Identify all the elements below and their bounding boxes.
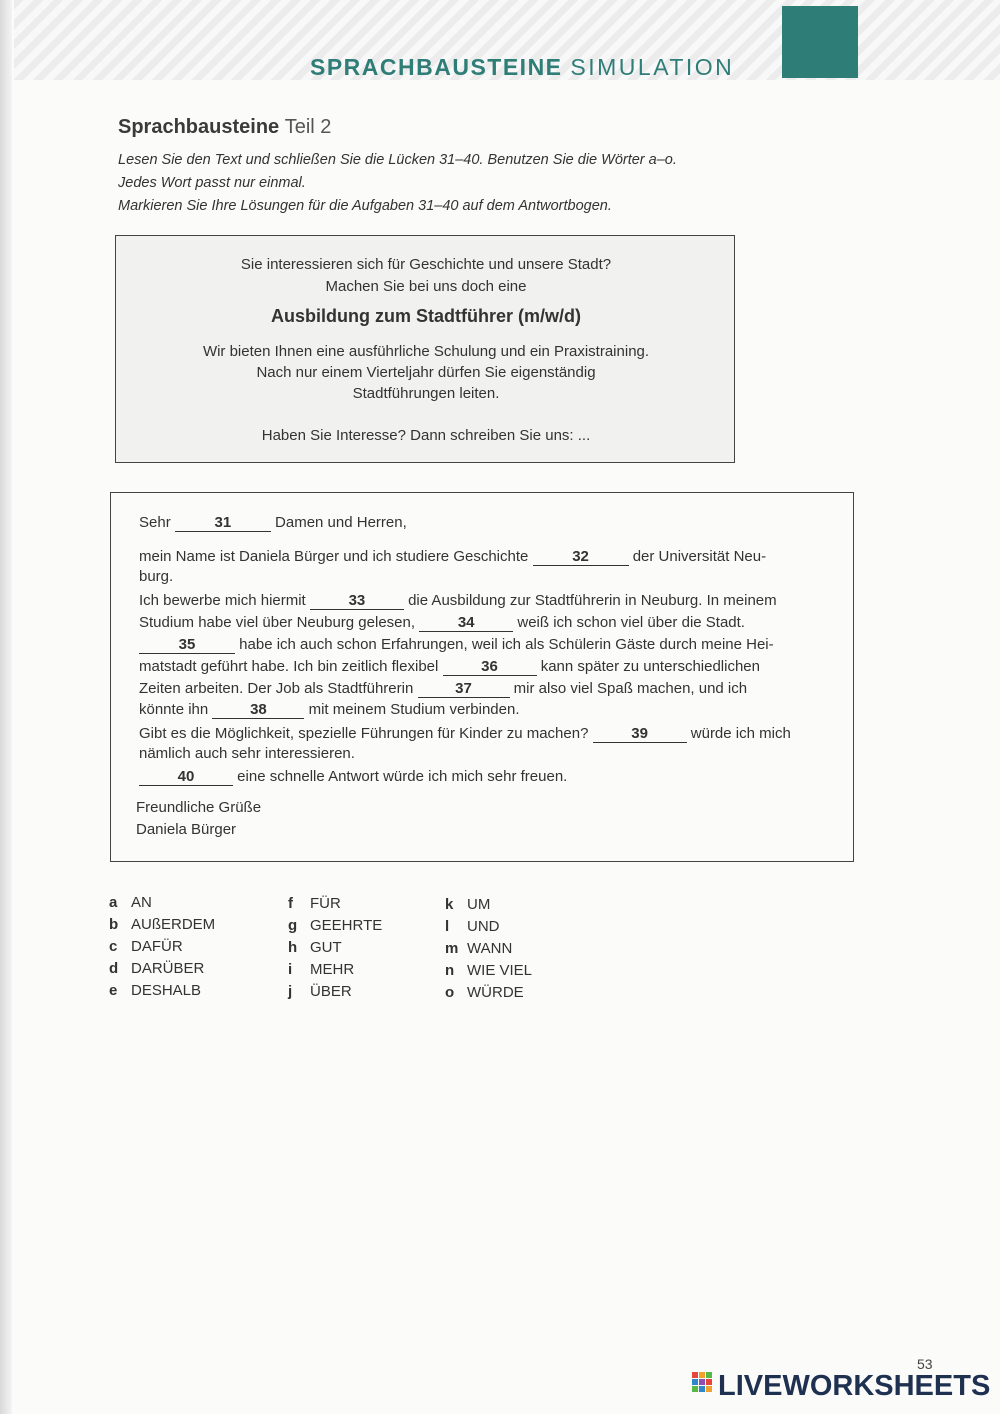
ad-text: Nach nur einem Vierteljahr dürfen Sie eigenständig xyxy=(256,364,596,381)
option-word: ÜBER xyxy=(310,983,352,1000)
letter-text: Ich bewerbe mich hiermit xyxy=(139,592,306,609)
letter-line xyxy=(139,548,766,566)
option-letter: k xyxy=(445,896,454,913)
letter-text: Gibt es die Möglichkeit, spezielle Führungen für Kinder zu machen? xyxy=(139,725,589,742)
option-word: FÜR xyxy=(310,895,341,912)
binding-edge xyxy=(0,0,12,1414)
option-letter: e xyxy=(109,982,118,999)
letter-text: Sehr xyxy=(139,514,171,531)
gap-35[interactable]: 35 xyxy=(139,636,235,654)
option-word: WANN xyxy=(467,940,513,957)
option-item xyxy=(288,917,382,934)
letter-line xyxy=(139,680,747,698)
page-number: 53 xyxy=(917,1356,933,1372)
letter-text: Zeiten arbeiten. Der Job als Stadtführerin xyxy=(139,680,414,697)
letter-signature: Daniela Bürger xyxy=(136,821,237,838)
gap-36[interactable]: 36 xyxy=(443,658,537,676)
liveworksheets-logo-icon xyxy=(692,1372,714,1398)
section-title-bold: Sprachbausteine xyxy=(118,116,280,138)
option-letter: g xyxy=(288,917,298,934)
option-word: MEHR xyxy=(310,961,355,978)
ad-text: Sie interessieren sich für Geschichte und unsere Stadt? xyxy=(240,256,612,273)
option-word: AN xyxy=(131,894,152,911)
letter-text: habe ich auch schon Erfahrungen, weil ich als Schülerin Gäste durch meine Hei- xyxy=(239,636,774,653)
option-letter: n xyxy=(445,962,455,979)
option-letter: c xyxy=(109,938,118,955)
option-letter: o xyxy=(445,984,455,1001)
option-letter: j xyxy=(288,983,293,1000)
option-letter: l xyxy=(445,918,450,935)
option-item xyxy=(109,938,183,955)
option-word: UND xyxy=(467,918,500,935)
ad-text: Wir bieten Ihnen eine ausführliche Schulung und ein Praxistraining. xyxy=(202,343,650,360)
option-word: DESHALB xyxy=(131,982,202,999)
ad-headline: Ausbildung zum Stadtführer (m/w/d) xyxy=(271,306,581,326)
letter-text: mir also viel Spaß machen, und ich xyxy=(513,680,748,697)
letter-text: Studium habe viel über Neuburg gelesen, xyxy=(139,614,416,631)
ad-text: Stadtführungen leiten. xyxy=(352,385,500,402)
section-title-rest: Teil 2 xyxy=(284,116,332,138)
gap-33[interactable]: 33 xyxy=(310,592,404,610)
instruction-line: Jedes Wort passt nur einmal. xyxy=(118,175,306,191)
letter-text: Damen und Herren, xyxy=(275,514,407,531)
title-bold: SPRACHBAUSTEINE xyxy=(310,54,563,80)
gap-40[interactable]: 40 xyxy=(139,768,233,786)
option-word: GUT xyxy=(310,939,342,956)
letter-line xyxy=(139,658,760,676)
page-title xyxy=(310,54,734,81)
option-word: WIE VIEL xyxy=(467,962,533,979)
option-word: AUßERDEM xyxy=(131,916,216,933)
letter-text: weiß ich schon viel über die Stadt. xyxy=(517,614,745,631)
gap-39[interactable]: 39 xyxy=(593,725,687,743)
title-light: SIMULATION xyxy=(570,54,735,80)
option-letter: f xyxy=(288,895,293,912)
gap-38[interactable]: 38 xyxy=(212,701,304,719)
option-word: DAFÜR xyxy=(131,938,183,955)
letter-text: mit meinem Studium verbinden. xyxy=(308,701,520,718)
option-letter: i xyxy=(288,961,293,978)
letter-text: eine schnelle Antwort würde ich mich sehr freuen. xyxy=(237,768,568,785)
letter-text: würde ich mich xyxy=(690,725,791,742)
option-item xyxy=(445,984,524,1001)
letter-line xyxy=(139,614,745,632)
letter-line xyxy=(139,768,567,786)
option-item xyxy=(109,916,215,933)
header-accent-square xyxy=(782,6,858,78)
ad-text: Haben Sie Interesse? Dann schreiben Sie uns: ... xyxy=(261,427,591,444)
instruction-line: Markieren Sie Ihre Lösungen für die Aufgaben 31–40 auf dem Antwortbogen. xyxy=(118,198,612,214)
option-item xyxy=(288,895,341,912)
section-title xyxy=(118,116,331,139)
option-letter: b xyxy=(109,916,119,933)
instruction-line: Lesen Sie den Text und schließen Sie die Lücken 31–40. Benutzen Sie die Wörter a–o. xyxy=(118,152,677,168)
option-letter: m xyxy=(445,940,459,957)
letter-line xyxy=(139,514,407,532)
ad-text: Machen Sie bei uns doch eine xyxy=(325,278,527,295)
letter-closing: Freundliche Grüße xyxy=(136,799,262,816)
letter-text: die Ausbildung zur Stadtführerin in Neuburg. In meinem xyxy=(408,592,777,609)
option-letter: a xyxy=(109,894,118,911)
option-item xyxy=(109,982,201,999)
gap-37[interactable]: 37 xyxy=(418,680,510,698)
option-item xyxy=(288,939,342,956)
letter-line xyxy=(139,592,777,610)
letter-text: der Universität Neu- xyxy=(632,548,767,565)
letter-line xyxy=(139,701,520,719)
letter-line: nämlich auch sehr interessieren. xyxy=(139,745,355,762)
letter-line xyxy=(139,725,791,743)
gap-32[interactable]: 32 xyxy=(533,548,629,566)
option-item xyxy=(445,896,490,913)
option-item xyxy=(445,940,512,957)
option-word: UM xyxy=(467,896,491,913)
option-item xyxy=(109,960,204,977)
option-item xyxy=(288,983,352,1000)
option-word: GEEHRTE xyxy=(310,917,383,934)
job-advertisement xyxy=(115,235,735,463)
letter-text: könnte ihn xyxy=(139,701,209,718)
option-item xyxy=(109,894,152,911)
letter-text: mein Name ist Daniela Bürger und ich studiere Geschichte xyxy=(139,548,529,565)
option-letter: d xyxy=(109,960,119,977)
option-item xyxy=(288,961,354,978)
option-word: WÜRDE xyxy=(467,984,524,1001)
letter-text: matstadt geführt habe. Ich bin zeitlich flexibel xyxy=(139,658,439,675)
option-letter: h xyxy=(288,939,298,956)
option-item xyxy=(445,962,532,979)
gap-34[interactable]: 34 xyxy=(419,614,513,632)
gap-31[interactable]: 31 xyxy=(175,514,271,532)
liveworksheets-brand: LIVEWORKSHEETS xyxy=(718,1370,991,1402)
letter-text: kann später zu unterschiedlichen xyxy=(540,658,760,675)
option-item xyxy=(445,918,500,935)
letter-line: burg. xyxy=(139,568,174,585)
option-word: DARÜBER xyxy=(131,960,205,977)
letter-line xyxy=(139,636,774,654)
